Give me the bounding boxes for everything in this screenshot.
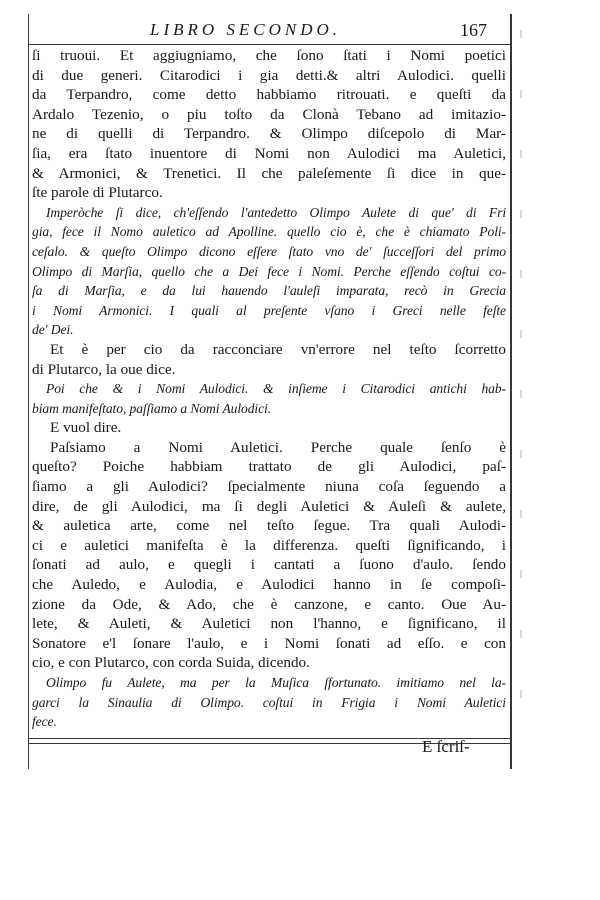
left-margin-rule	[28, 14, 29, 769]
text-line: Sonatore e'l ſonare l'aulo, e i Nomi ſonati ad eſſo. e con	[32, 634, 506, 652]
text-line: Imperòche ſi dice, ch'eſſendo l'antedetto Olimpo Aulete di que' di Fri	[46, 204, 506, 220]
text-line: Olimpo di Marſia, quello che a Dei fece i Nomi. Perche eſſendo coſtui co-	[32, 263, 506, 279]
text-line: & auletica arte, come nel teſto ſegue. Tra quali Aulodi-	[32, 517, 506, 535]
header-rule	[28, 44, 512, 45]
text-line: ne di quelli di Terpandro. & Olimpo diſcepolo di Mar-	[32, 125, 506, 143]
text-line: ceſalo. & queſto Olimpo dicono eſſere ſtato vno de' ſucceſſori del primo	[32, 243, 506, 259]
body-text	[32, 46, 506, 732]
text-line: ci e auletici manifeſta è la differenza. queſti ſignificando, i	[32, 536, 506, 554]
text-line: zione da Ode, & Ado, che è canzone, e canto. Oue Au-	[32, 595, 506, 613]
text-line: fece.	[32, 714, 57, 730]
text-line: lete, & Auleti, & Auletici non l'hanno, e ſignificano, il	[32, 615, 506, 633]
page-header	[30, 18, 508, 42]
text-line: ſi truoui. Et aggiugniamo, che ſono ſtati i Nomi poetici	[32, 47, 506, 64]
text-line: Et è per cio da racconciare vn'errore nel teſto ſcorretto	[50, 340, 506, 358]
text-line: di due generi. Citarodici i gia detti.& altri Aulodici. quelli	[32, 66, 506, 84]
text-line: di Plutarco, la oue dice.	[32, 360, 176, 378]
right-margin-rule	[510, 14, 512, 769]
text-line: da Terpandro, come detto habbiamo ritrouati. e queſti da	[32, 86, 506, 104]
text-line: cio, e con Plutarco, con corda Suida, dicendo.	[32, 654, 310, 672]
text-line: Paſsiamo a Nomi Auletici. Perche quale ſenſo è	[50, 438, 506, 456]
text-line: ſte parole di Plutarco.	[32, 184, 163, 202]
running-title: LIBRO SECONDO.	[150, 20, 342, 39]
text-line: E vuol dire.	[50, 419, 122, 437]
text-line: ſia, era ſtato inuentore di Nomi non Aulodici ma Auletici,	[32, 144, 506, 162]
page-number: 167	[460, 20, 487, 40]
text-line: Poi che & i Nomi Aulodici. & inſieme i Citarodici antichi hab-	[46, 381, 506, 397]
text-line: i Nomi Armonici. I quali al preſente vſano i Greci nelle feſte	[32, 302, 506, 318]
page-edge-shadow	[520, 30, 522, 730]
text-line: Olimpo fu Aulete, ma per la Muſica ſfortunato. imitiamo nel la-	[46, 675, 506, 690]
text-line: ſiamo a gli Aulodici? ſpecialmente niuna coſa ſeguendo a	[32, 478, 506, 496]
text-line: biam manifeſtato, paſſiamo a Nomi Aulodici.	[32, 400, 272, 416]
text-line: & Armonici, & Trenetici. Il che paleſemente ſi dice in que-	[32, 164, 506, 182]
text-line: de' Dei.	[32, 322, 74, 338]
text-line: Ardalo Tezenio, o piu toſto da Clonà Tebano ad imitazio-	[32, 105, 506, 123]
text-line: che Auledo, e Aulodia, e Aulodici hanno in ſe compoſi-	[32, 576, 506, 594]
text-line: garci la Sinaulia di Olimpo. coſtui in Frigia i Nomi Auletici	[32, 694, 506, 710]
text-line: dire, de gli Aulodici, ma ſi degli Auletici & Auleſi & aulete,	[32, 497, 506, 515]
text-line: ſonati ad aulo, e quegli i cantati a ſuono d'aulo. ſendo	[32, 556, 506, 574]
text-line: queſto? Poiche habbiam trattato de gli Aulodici, paſ-	[32, 458, 506, 476]
text-line: gia, fece il Nomo auletico ad Apolline. quello cio è, che è chiamato Poli-	[32, 224, 506, 240]
text-line: ſa di Marſia, e da lui hauendo l'auleſi imparata, recò in Grecia	[32, 283, 506, 299]
catchword: E ſcriſ-	[422, 737, 470, 756]
